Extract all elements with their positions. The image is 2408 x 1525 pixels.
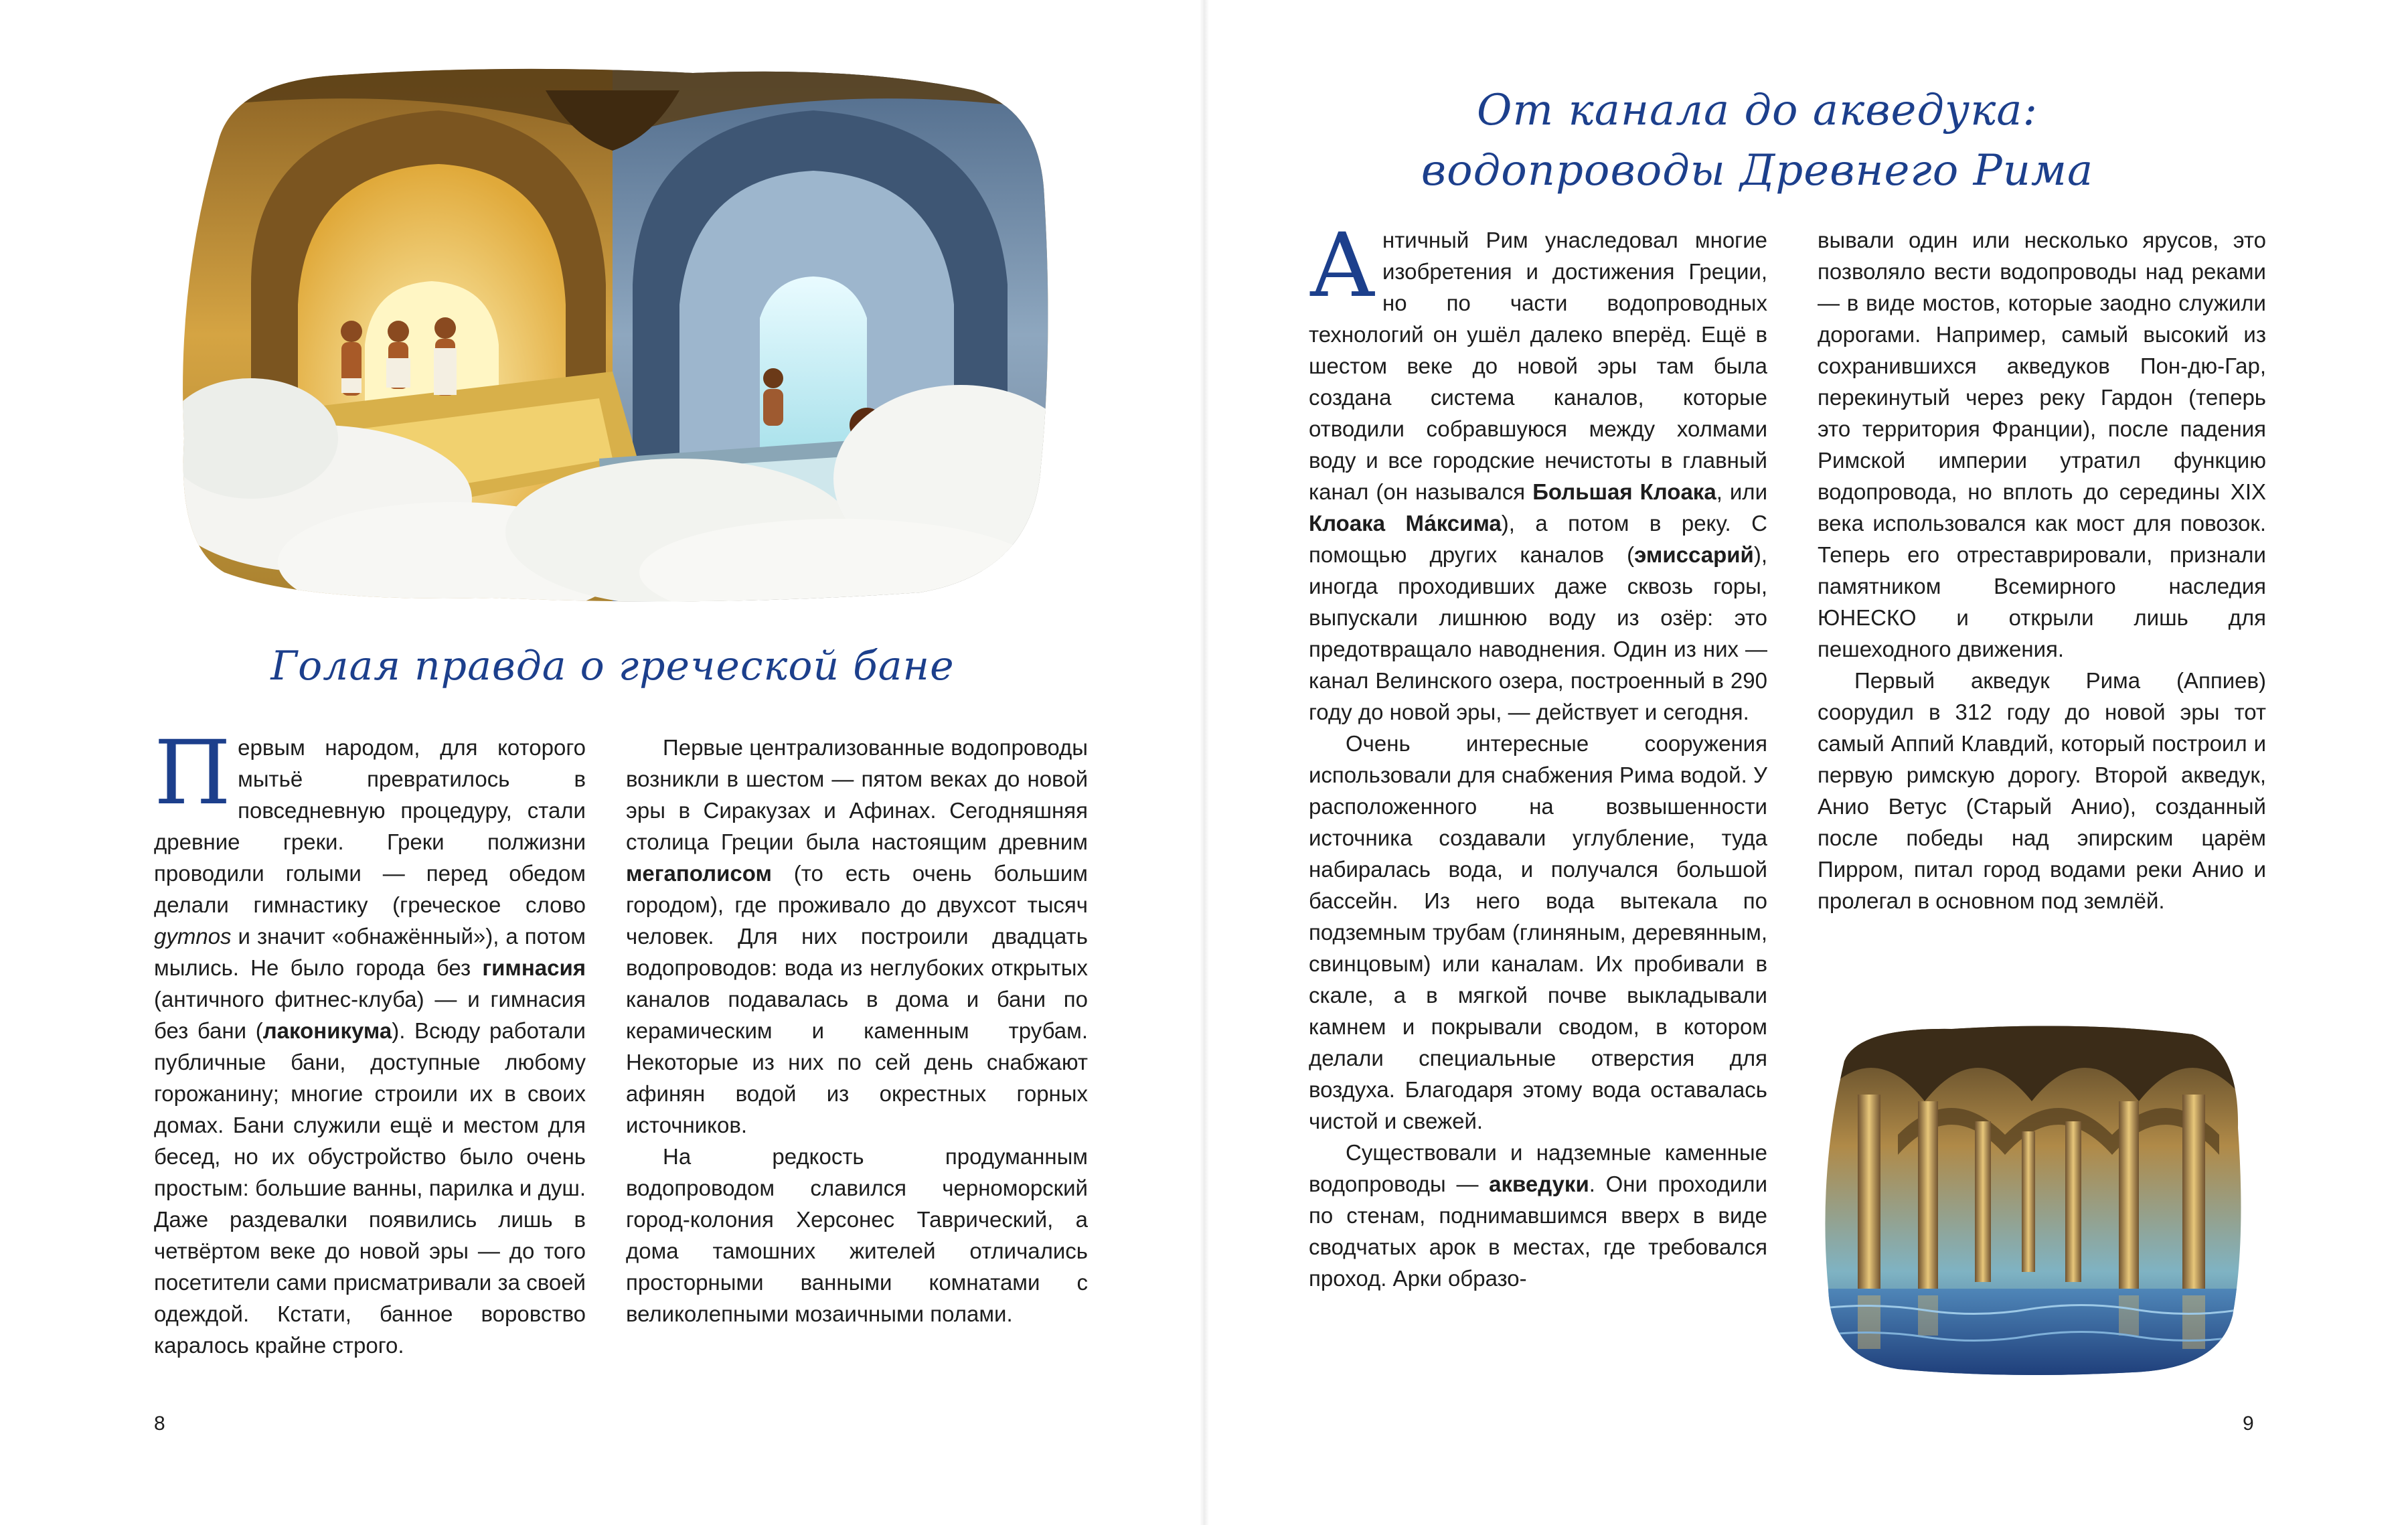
text-run: ). Всюду работали публичные бани, доступные любому горожанину; многие строили их в своих домах. Бани служили ещё и местом для бесед, но их обустройство было очень простым: большие ванны, парилка и душ. Даже раздевалки появились лишь в четвёртом веке до новой эры — до того посетители сами присматривали за своей одеждой. Кстати, банное воровство каралось крайне строго. [154,1018,586,1358]
text-run: ), а потом в реку. С помощью других каналов ( [1309,511,1767,567]
text-run: и значит «обнажённый»), а потом мылись. Не было города без [154,924,586,980]
left-col2-paragraph-2: На редкость продуманным водопроводом славился черноморский город-колония Херсонес Таврический, а дома тамошних жителей отличались просторными ванными комнатами с великолепными мозаичными полами. [626,1144,1088,1326]
right-page-column-2 [1818,224,2266,916]
right-col2-paragraph-1: вывали один или несколько ярусов, это позволяло вести водопроводы над реками — в виде мостов, которые заодно служили дорогами. Например, самый высокий из сохранившихся акведуков Пон-дю-Гар, перекинутый через реку Гардон (теперь это территория Франции), после падения Римской империи утратил функцию водопровода, но вплоть до середины XIX века использовался как мост для повозок. Теперь его отреставрировали, признали памятником Всемирного наследия ЮНЕСКО и открыли лишь для пешеходного движения. [1818,228,2266,661]
text-run: . Они проходили по стенам, поднимавшимся вверх в виде сводчатых арок в местах, где требовался проход. Арки образо- [1309,1172,1767,1291]
right-page-title-line-1: От канала до акведука: [1477,86,2038,135]
term-cloaca-maxima: Клоака Ма́ксима [1309,511,1502,536]
left-page-column-1 [154,722,586,1361]
right-page-column-1 [1309,214,1768,1294]
text-run: (античного фитнес-клуба) — и гимнасия без бани ( [154,987,586,1043]
right-col1-paragraph-1 [1309,214,1768,728]
drop-cap: А [1309,214,1376,317]
term-aqueducts: акведуки [1489,1172,1589,1196]
right-col1-paragraph-2: Очень интересные сооружения использовали для снабжения Рима водой. У расположенного на возвышенности источника создавали углубление, туда набиралась вода, и получался большой бассейн. Из него вода вытекала по подземным трубам (глиняным, деревянным, свинцовым) или каналам. Их пробивали в скале, а в мягкой почве выкладывали камнем и покрывали сводом, в котором делали специальные отверстия для воздуха. Благодаря этому вода оставалась чистой и свежей. [1309,731,1767,1133]
term-gymnasium: гимнасия [482,955,586,980]
text-run: ервым народом, для которого мытьё превратилось в повседневную процедуру, стали древние греки. Греки полжизни проводили голыми — перед обедом делали гимнастику (греческое слово [154,735,586,917]
text-run: нтичный Рим унаследовал многие изобретения и достижения Греции, но по части водопроводных технологий он ушёл далеко вперёд. Ещё в шестом веке до новой эры там была создана система каналов, которые отводили собравшуюся между холмами воду и все городские нечистоты в главный канал (он назывался [1309,228,1767,504]
left-col2-paragraph-1 [626,732,1088,1141]
text-run: , или [1716,479,1768,504]
term-emissary: эмиссарий [1634,542,1754,567]
greek-bath-illustration [171,64,1054,606]
left-page-column-2 [626,732,1088,1330]
term-megapolis: мегаполисом [626,861,772,886]
term-lakonikum: лаконикума [262,1018,392,1043]
right-col2-paragraph-2: Первый акведук Рима (Аппиев) соорудил в 312 году до новой эры тот самый Аппий Клавдий, который построил и первую римскую дорогу. Второй акведук, Анио Ветус (Старый Анио), созданный после победы над эпирским царём Пирром, питал город водами реки Анио и пролегал в основном под землёй. [1818,668,2266,913]
page-number-right: 9 [2243,1413,2254,1435]
text-run: ), иногда проходивших даже сквозь горы, выпускали лишнюю воду из озёр: это предотвращало наводнения. Один из них — канал Велинского озера, построенный в 290 году до новой эры, — действует и сегодня. [1309,542,1767,724]
drop-cap: П [154,722,232,825]
page-number-left: 8 [154,1413,165,1435]
left-page-title: Голая правда о греческой бане [270,643,955,690]
term-cloaca-major: Большая Клоака [1532,479,1716,504]
text-run: Первые централизованные водопроводы возникли в шестом — пятом веках до новой эры в Сиракузах и Афинах. Сегодняшняя столица Греции была настоящим древним [626,735,1088,854]
book-gutter [1200,0,1209,1525]
right-col1-paragraph-3 [1309,1137,1767,1294]
left-col1-paragraph-1 [154,722,586,1361]
text-run: (то есть очень большим городом), где проживало до двухсот тысяч человек. Для них построили двадцать водопроводов: вода из неглубоких открытых каналов подавалась в дома и бани по керамическим и каменным трубам. Некоторые из них по сей день снабжают афинян водой из окрестных горных источников. [626,861,1088,1137]
term-gymnos: gymnos [154,924,232,949]
cistern-illustration [1818,1021,2246,1379]
right-page-title-line-2: водопроводы Древнего Рима [1421,146,2094,195]
text-run: Существовали и надземные каменные водопроводы — [1309,1140,1767,1196]
